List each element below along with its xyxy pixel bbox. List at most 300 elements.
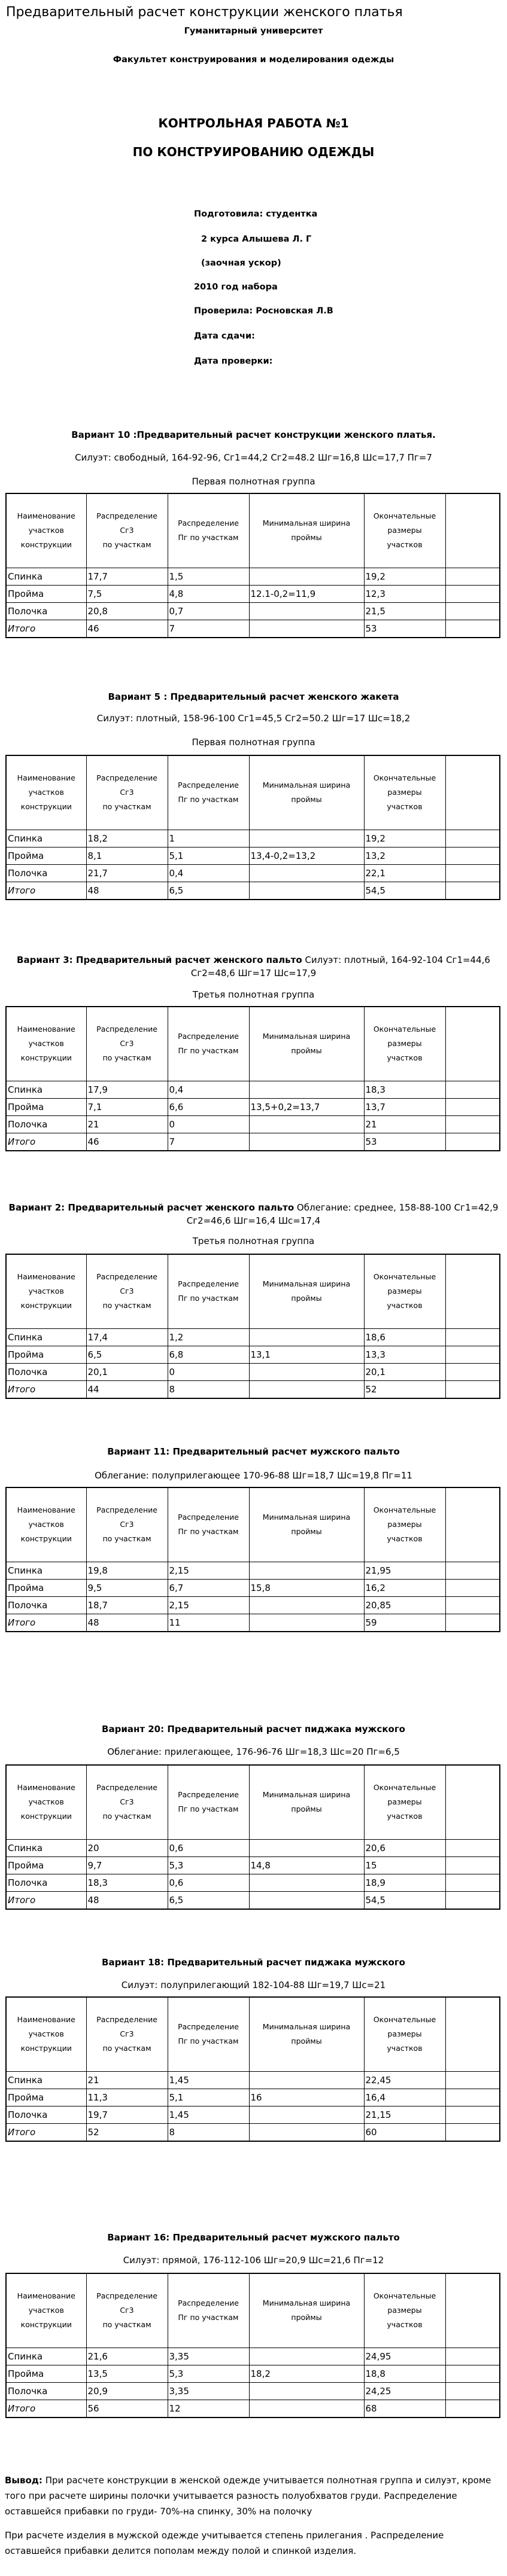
header-text: Пг по участкам bbox=[178, 2313, 239, 2322]
variant-title: Вариант 5 : Предварительный расчет женского жакета bbox=[108, 691, 399, 702]
header-text: Окончательные bbox=[373, 1272, 436, 1282]
table-cell: Спинка bbox=[6, 2071, 86, 2089]
header-text: проймы bbox=[291, 1804, 322, 1814]
header-text: Пг по участкам bbox=[178, 1294, 239, 1303]
header-text: проймы bbox=[291, 795, 322, 804]
table-cell bbox=[249, 1596, 364, 1614]
table-cell bbox=[445, 2123, 500, 2141]
header-text: конструкции bbox=[20, 540, 72, 550]
table-cell: Спинка bbox=[6, 1562, 86, 1579]
table-cell: 6,6 bbox=[168, 1098, 249, 1115]
table-header-row bbox=[6, 1765, 500, 1839]
header-text: Пг по участкам bbox=[178, 1527, 239, 1537]
header-text: конструкции bbox=[20, 1812, 72, 1821]
header-text: Сг3 bbox=[120, 526, 134, 535]
checked-by: Проверила: Росновская Л.В bbox=[194, 306, 333, 316]
table-cell bbox=[249, 1891, 364, 1909]
header-cell bbox=[6, 2273, 86, 2348]
table-cell: 53 bbox=[364, 620, 445, 638]
table-cell: 18,7 bbox=[86, 1596, 168, 1614]
header-text: размеры bbox=[387, 526, 422, 535]
table-cell: 54,5 bbox=[364, 1891, 445, 1909]
table-cell bbox=[249, 1614, 364, 1632]
header-text: размеры bbox=[387, 1797, 422, 1807]
table-cell bbox=[445, 1596, 500, 1614]
table-row bbox=[6, 1579, 500, 1596]
header-text: Распределение bbox=[96, 2015, 157, 2025]
table-row bbox=[6, 568, 500, 585]
table-cell: 21 bbox=[86, 2071, 168, 2089]
header-text: Минимальная ширина bbox=[262, 1790, 351, 1800]
table-row bbox=[6, 1614, 500, 1632]
table-cell: 21,95 bbox=[364, 1562, 445, 1579]
header-cell bbox=[168, 493, 249, 568]
table-cell bbox=[445, 1579, 500, 1596]
table-cell: Спинка bbox=[6, 1328, 86, 1346]
table-cell bbox=[445, 2365, 500, 2382]
table-cell: 21 bbox=[364, 1115, 445, 1133]
table-cell: Спинка bbox=[6, 2348, 86, 2365]
header-text: Распределение bbox=[178, 1790, 239, 1800]
table-cell: Полочка bbox=[6, 602, 86, 620]
size-group: Первая полнотная группа bbox=[192, 476, 315, 487]
table-cell: 6,5 bbox=[86, 1346, 168, 1363]
header-cell bbox=[168, 1007, 249, 1081]
table-cell: 20 bbox=[86, 1839, 168, 1856]
table-row bbox=[6, 2382, 500, 2400]
header-text: Сг3 bbox=[120, 788, 134, 797]
conclusion-label: Вывод: bbox=[5, 2475, 42, 2486]
table-cell: Итого bbox=[6, 2123, 86, 2141]
header-text: проймы bbox=[291, 1527, 322, 1537]
header-text: Распределение bbox=[96, 1783, 157, 1792]
table-cell: 19,2 bbox=[364, 830, 445, 847]
header-text: Распределение bbox=[96, 1505, 157, 1515]
header-cell bbox=[6, 1765, 86, 1839]
table-cell: Итого bbox=[6, 620, 86, 638]
header-text: участков bbox=[387, 1812, 423, 1821]
table-row bbox=[6, 1856, 500, 1874]
table-cell: 8 bbox=[168, 1380, 249, 1398]
header-text: Распределение bbox=[178, 1032, 239, 1041]
table-cell: 59 bbox=[364, 1614, 445, 1632]
table-row bbox=[6, 2071, 500, 2089]
header-text: Минимальная ширина bbox=[262, 1513, 351, 1522]
table-cell bbox=[445, 2106, 500, 2123]
table-cell: 0 bbox=[168, 1115, 249, 1133]
table-cell bbox=[445, 882, 500, 900]
header-cell bbox=[6, 493, 86, 568]
table-row bbox=[6, 1562, 500, 1579]
header-text: Пг по участкам bbox=[178, 1804, 239, 1814]
table-cell: Пройма bbox=[6, 1856, 86, 1874]
table-cell: 1,45 bbox=[168, 2071, 249, 2089]
table-cell: 22,1 bbox=[364, 864, 445, 882]
table-cell bbox=[249, 1328, 364, 1346]
table-cell bbox=[249, 2348, 364, 2365]
header-cell bbox=[6, 755, 86, 830]
header-cell bbox=[249, 1997, 364, 2071]
header-cell bbox=[249, 1765, 364, 1839]
table-cell: 7 bbox=[168, 620, 249, 638]
table-cell: 8,1 bbox=[86, 847, 168, 864]
table-cell bbox=[445, 1363, 500, 1380]
table-cell: 22,45 bbox=[364, 2071, 445, 2089]
table-cell: 24,25 bbox=[364, 2382, 445, 2400]
table-cell: 21,6 bbox=[86, 2348, 168, 2365]
header-text: по участкам bbox=[102, 2044, 151, 2053]
table-cell: 20,1 bbox=[364, 1363, 445, 1380]
table-cell: 48 bbox=[86, 1614, 168, 1632]
header-text: конструкции bbox=[20, 1534, 72, 1544]
calc-table bbox=[5, 1487, 500, 1632]
header-text: конструкции bbox=[20, 802, 72, 812]
calc-table bbox=[5, 1996, 500, 2142]
table-cell: 54,5 bbox=[364, 882, 445, 900]
table-cell bbox=[249, 620, 364, 638]
calc-table bbox=[5, 755, 500, 900]
size-group: Третья полнотная группа bbox=[192, 1236, 315, 1246]
table-cell bbox=[445, 2348, 500, 2365]
header-cell bbox=[249, 2273, 364, 2348]
table-row bbox=[6, 2089, 500, 2106]
table-cell: Пройма bbox=[6, 1579, 86, 1596]
table-cell: 21 bbox=[86, 1115, 168, 1133]
header-text: Наименование bbox=[17, 511, 75, 521]
header-text: участков bbox=[387, 1301, 423, 1310]
header-text: Наименование bbox=[17, 2291, 75, 2301]
header-text: участков bbox=[387, 2320, 423, 2330]
table-cell: 21,15 bbox=[364, 2106, 445, 2123]
variant-title: Вариант 16: Предварительный расчет мужского пальто bbox=[107, 2232, 400, 2243]
table-cell: 5,1 bbox=[168, 2089, 249, 2106]
table-row bbox=[6, 1839, 500, 1856]
submit-date: Дата сдачи: bbox=[194, 331, 255, 341]
header-cell bbox=[364, 1254, 445, 1328]
table-cell: Полочка bbox=[6, 2106, 86, 2123]
header-text: конструкции bbox=[20, 1053, 72, 1063]
header-cell bbox=[445, 493, 500, 568]
work-subtitle: ПО КОНСТРУИРОВАНИЮ ОДЕЖДЫ bbox=[132, 145, 375, 159]
table-cell bbox=[445, 1081, 500, 1098]
table-cell: 12 bbox=[168, 2400, 249, 2418]
table-header-row bbox=[6, 1254, 500, 1328]
table-row bbox=[6, 1346, 500, 1363]
variant-title: Вариант 11: Предварительный расчет мужского пальто bbox=[107, 1446, 400, 1457]
header-text: Наименование bbox=[17, 1783, 75, 1792]
header-text: Пг по участкам bbox=[178, 1046, 239, 1056]
header-text: проймы bbox=[291, 2313, 322, 2322]
header-text: размеры bbox=[387, 1039, 422, 1048]
table-cell: 6,5 bbox=[168, 882, 249, 900]
header-cell bbox=[86, 493, 168, 568]
header-cell bbox=[445, 1997, 500, 2071]
table-cell bbox=[445, 1891, 500, 1909]
table-cell: 20,85 bbox=[364, 1596, 445, 1614]
table-row bbox=[6, 1891, 500, 1909]
header-text: конструкции bbox=[20, 2044, 72, 2053]
table-cell: 5,3 bbox=[168, 2365, 249, 2382]
table-cell bbox=[249, 1839, 364, 1856]
table-cell: 46 bbox=[86, 620, 168, 638]
header-text: Распределение bbox=[96, 511, 157, 521]
header-text: Наименование bbox=[17, 1025, 75, 1034]
header-text: проймы bbox=[291, 1294, 322, 1303]
table-cell: Спинка bbox=[6, 568, 86, 585]
table-cell: Пройма bbox=[6, 2365, 86, 2382]
header-cell bbox=[86, 1487, 168, 1562]
table-header-row bbox=[6, 2273, 500, 2348]
header-cell bbox=[364, 1487, 445, 1562]
table-row bbox=[6, 2400, 500, 2418]
header-text: по участкам bbox=[102, 1812, 151, 1821]
table-cell bbox=[249, 1874, 364, 1891]
header-cell bbox=[168, 1765, 249, 1839]
table-cell: 4,8 bbox=[168, 585, 249, 602]
table-row bbox=[6, 1081, 500, 1098]
table-row bbox=[6, 1363, 500, 1380]
faculty-name: Факультет конструирования и моделирования одежды bbox=[113, 55, 394, 65]
header-cell bbox=[445, 2273, 500, 2348]
table-cell bbox=[445, 1839, 500, 1856]
header-text: Сг3 bbox=[120, 1520, 134, 1529]
table-cell bbox=[445, 864, 500, 882]
header-text: Минимальная ширина bbox=[262, 2022, 351, 2032]
table-cell bbox=[249, 2071, 364, 2089]
header-text: Сг3 bbox=[120, 2029, 134, 2039]
header-text: Минимальная ширина bbox=[262, 1032, 351, 1041]
header-text: размеры bbox=[387, 2029, 422, 2039]
table-cell: 0,4 bbox=[168, 1081, 249, 1098]
header-text: размеры bbox=[387, 1520, 422, 1529]
table-cell bbox=[249, 830, 364, 847]
table-cell bbox=[445, 1562, 500, 1579]
table-cell: 18,8 bbox=[364, 2365, 445, 2382]
table-cell bbox=[445, 1856, 500, 1874]
table-cell bbox=[445, 1115, 500, 1133]
header-text: Пг по участкам bbox=[178, 533, 239, 542]
header-text: по участкам bbox=[102, 1301, 151, 1310]
header-text: участков bbox=[28, 788, 64, 797]
table-cell bbox=[249, 882, 364, 900]
table-cell: Полочка bbox=[6, 864, 86, 882]
header-text: размеры bbox=[387, 1287, 422, 1296]
table-cell: 0,6 bbox=[168, 1839, 249, 1856]
table-cell: 1,2 bbox=[168, 1328, 249, 1346]
enrollment-year: 2010 год набора bbox=[194, 282, 278, 292]
header-text: участков bbox=[28, 526, 64, 535]
header-text: Минимальная ширина bbox=[262, 519, 351, 528]
table-cell: 7 bbox=[168, 1133, 249, 1151]
header-cell bbox=[168, 2273, 249, 2348]
table-cell: 20,1 bbox=[86, 1363, 168, 1380]
header-text: проймы bbox=[291, 1046, 322, 1056]
header-text: Минимальная ширина bbox=[262, 1279, 351, 1289]
header-text: Распределение bbox=[178, 1279, 239, 1289]
variant-description: Силуэт: свободный, 164-92-96, Сг1=44,2 Сг2=48.2 Шг=16,8 Шс=17,7 Пг=7 bbox=[75, 452, 432, 463]
table-row bbox=[6, 882, 500, 900]
table-cell: Итого bbox=[6, 2400, 86, 2418]
table-cell: 3,35 bbox=[168, 2382, 249, 2400]
header-cell bbox=[86, 1997, 168, 2071]
table-row bbox=[6, 2348, 500, 2365]
table-row bbox=[6, 830, 500, 847]
header-text: участков bbox=[28, 1039, 64, 1048]
size-group: Третья полнотная группа bbox=[192, 989, 315, 1000]
table-row bbox=[6, 864, 500, 882]
table-row bbox=[6, 2123, 500, 2141]
header-text: Окончательные bbox=[373, 2291, 436, 2301]
table-cell: 17,4 bbox=[86, 1328, 168, 1346]
header-text: участков bbox=[387, 802, 423, 812]
table-cell bbox=[445, 602, 500, 620]
table-cell: 5,1 bbox=[168, 847, 249, 864]
header-text: по участкам bbox=[102, 1053, 151, 1063]
header-text: Сг3 bbox=[120, 1287, 134, 1296]
table-cell: Пройма bbox=[6, 585, 86, 602]
header-cell bbox=[445, 1007, 500, 1081]
table-cell: 6,7 bbox=[168, 1579, 249, 1596]
table-cell: Полочка bbox=[6, 1596, 86, 1614]
table-cell bbox=[249, 2106, 364, 2123]
calc-table bbox=[5, 2273, 500, 2418]
table-row bbox=[6, 602, 500, 620]
header-text: размеры bbox=[387, 2306, 422, 2315]
table-cell: 13,1 bbox=[249, 1346, 364, 1363]
variant-description: Силуэт: полуприлегающий 182-104-88 Шг=19,7 Шс=21 bbox=[121, 1980, 386, 1990]
table-cell bbox=[249, 1115, 364, 1133]
header-text: участков bbox=[28, 1520, 64, 1529]
variant-title: Вариант 20: Предварительный расчет пиджака мужского bbox=[102, 1724, 405, 1734]
table-cell: 18,2 bbox=[249, 2365, 364, 2382]
header-cell bbox=[6, 1007, 86, 1081]
table-header-row bbox=[6, 493, 500, 568]
table-cell: 16 bbox=[249, 2089, 364, 2106]
table-cell: 5,3 bbox=[168, 1856, 249, 1874]
table-cell: 0 bbox=[168, 1363, 249, 1380]
header-cell bbox=[364, 1997, 445, 2071]
table-cell: Итого bbox=[6, 1133, 86, 1151]
table-cell: 13,5+0,2=13,7 bbox=[249, 1098, 364, 1115]
header-text: по участкам bbox=[102, 540, 151, 550]
header-text: Окончательные bbox=[373, 1505, 436, 1515]
variant-description: Облегание: прилегающее, 176-96-76 Шг=18,3 Шс=20 Пг=6,5 bbox=[107, 1746, 400, 1757]
header-text: Окончательные bbox=[373, 1025, 436, 1034]
table-cell: 60 bbox=[364, 2123, 445, 2141]
table-cell bbox=[445, 1346, 500, 1363]
table-cell: 52 bbox=[364, 1380, 445, 1398]
header-cell bbox=[249, 755, 364, 830]
header-cell bbox=[445, 1487, 500, 1562]
header-text: по участкам bbox=[102, 1534, 151, 1544]
header-text: участков bbox=[387, 1534, 423, 1544]
table-row bbox=[6, 2365, 500, 2382]
table-cell: 18,6 bbox=[364, 1328, 445, 1346]
table-cell: 11 bbox=[168, 1614, 249, 1632]
table-cell: 2,15 bbox=[168, 1562, 249, 1579]
table-cell: 56 bbox=[86, 2400, 168, 2418]
table-cell: 18,2 bbox=[86, 830, 168, 847]
table-cell: 14,8 bbox=[249, 1856, 364, 1874]
header-cell bbox=[445, 1254, 500, 1328]
table-cell: 19,2 bbox=[364, 568, 445, 585]
header-cell bbox=[249, 493, 364, 568]
table-row bbox=[6, 1380, 500, 1398]
table-cell: 1,45 bbox=[168, 2106, 249, 2123]
header-cell bbox=[364, 493, 445, 568]
table-cell: 68 bbox=[364, 2400, 445, 2418]
table-cell: 16,4 bbox=[364, 2089, 445, 2106]
header-text: проймы bbox=[291, 2037, 322, 2046]
table-row bbox=[6, 2106, 500, 2123]
check-date: Дата проверки: bbox=[194, 356, 273, 366]
table-cell: 20,6 bbox=[364, 1839, 445, 1856]
table-cell: 17,7 bbox=[86, 568, 168, 585]
table-row bbox=[6, 1115, 500, 1133]
header-text: размеры bbox=[387, 788, 422, 797]
header-cell bbox=[168, 1254, 249, 1328]
header-text: Окончательные bbox=[373, 511, 436, 521]
table-cell: 17,9 bbox=[86, 1081, 168, 1098]
table-cell bbox=[249, 864, 364, 882]
table-cell: 19,7 bbox=[86, 2106, 168, 2123]
table-cell: 12,3 bbox=[364, 585, 445, 602]
table-cell bbox=[445, 1874, 500, 1891]
table-cell: 21,7 bbox=[86, 864, 168, 882]
header-text: Распределение bbox=[178, 2022, 239, 2032]
header-cell bbox=[249, 1487, 364, 1562]
size-group: Первая полнотная группа bbox=[192, 737, 315, 748]
table-cell: 15 bbox=[364, 1856, 445, 1874]
table-cell: Полочка bbox=[6, 1115, 86, 1133]
table-cell: 52 bbox=[86, 2123, 168, 2141]
header-text: участков bbox=[28, 1797, 64, 1807]
table-cell bbox=[445, 2400, 500, 2418]
header-text: по участкам bbox=[102, 802, 151, 812]
table-cell bbox=[445, 2071, 500, 2089]
table-cell: 1,5 bbox=[168, 568, 249, 585]
header-text: конструкции bbox=[20, 2320, 72, 2330]
header-text: Сг3 bbox=[120, 2306, 134, 2315]
header-text: Наименование bbox=[17, 773, 75, 783]
header-text: Сг3 bbox=[120, 1039, 134, 1048]
header-text: Пг по участкам bbox=[178, 795, 239, 804]
variant-description: Силуэт: прямой, 176-112-106 Шг=20,9 Шс=21,6 Пг=12 bbox=[123, 2255, 384, 2266]
header-cell bbox=[86, 1254, 168, 1328]
table-cell: 24,95 bbox=[364, 2348, 445, 2365]
table-cell bbox=[249, 1081, 364, 1098]
table-cell: 11,3 bbox=[86, 2089, 168, 2106]
header-text: Распределение bbox=[178, 519, 239, 528]
table-cell: 46 bbox=[86, 1133, 168, 1151]
table-cell: 3,35 bbox=[168, 2348, 249, 2365]
table-cell: Итого bbox=[6, 1614, 86, 1632]
header-cell bbox=[249, 1254, 364, 1328]
table-cell: 0,4 bbox=[168, 864, 249, 882]
header-cell bbox=[364, 1765, 445, 1839]
variant-title: Вариант 10 :Предварительный расчет конструкции женского платья. bbox=[71, 429, 436, 440]
table-cell bbox=[445, 1614, 500, 1632]
table-cell bbox=[445, 1328, 500, 1346]
table-cell: 15,8 bbox=[249, 1579, 364, 1596]
table-header-row bbox=[6, 755, 500, 830]
header-cell bbox=[168, 1997, 249, 2071]
table-cell: Итого bbox=[6, 1891, 86, 1909]
header-text: участков bbox=[28, 2306, 64, 2315]
table-row bbox=[6, 1098, 500, 1115]
table-cell: Пройма bbox=[6, 1346, 86, 1363]
header-text: Окончательные bbox=[373, 773, 436, 783]
